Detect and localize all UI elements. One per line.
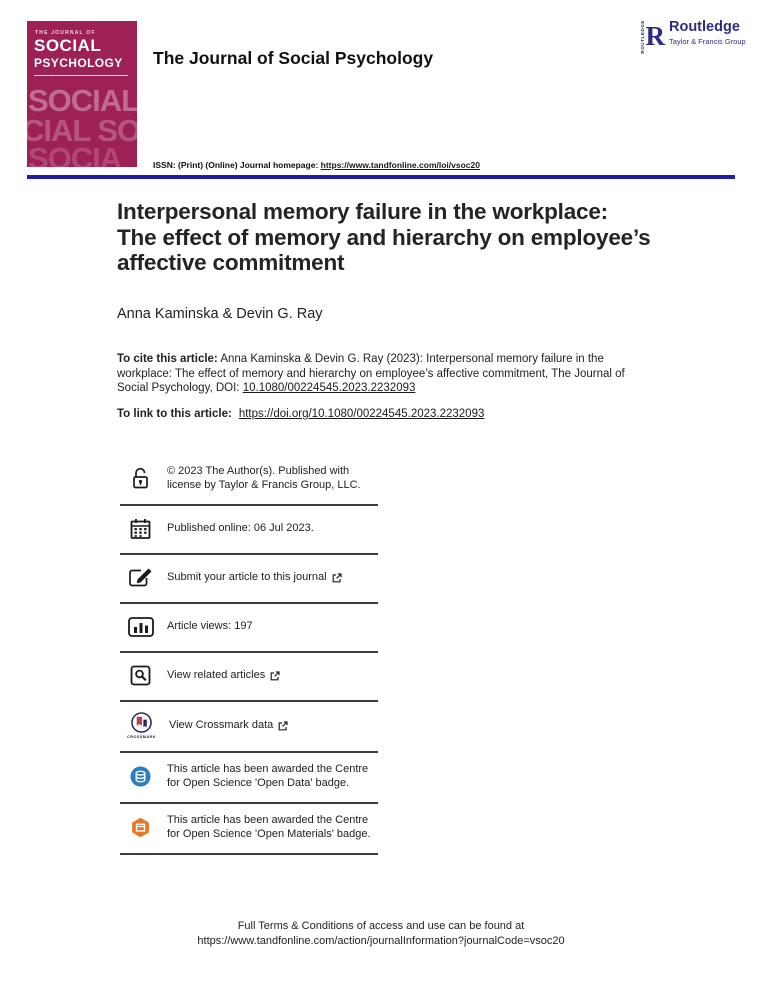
terms-url-link[interactable]: https://www.tandfonline.com/action/journalInformation?journalCode=vsoc20 xyxy=(197,934,565,947)
submit-article-row xyxy=(120,555,378,604)
crossmark-link[interactable]: View Crossmark data xyxy=(168,718,274,731)
cite-text: Anna Kaminska & Devin G. Ray (2023): Interpersonal memory failure in the workplace: The effect of memory and hierarchy on employee’s affective commitment, The Journal of Social Psychology, DOI: xyxy=(117,353,625,394)
routledge-logo-text xyxy=(669,20,746,46)
open-materials-badge-text: This article has been awarded the Centre for Open Science 'Open Materials' badge. xyxy=(167,814,371,840)
page-footer xyxy=(0,919,762,948)
related-articles-link[interactable]: View related articles xyxy=(167,668,266,681)
external-link-icon xyxy=(278,721,288,731)
cover-title-line2: PSYCHOLOGY xyxy=(34,56,123,70)
journal-cover-thumbnail xyxy=(22,21,166,176)
article-title xyxy=(117,199,677,276)
external-link-icon xyxy=(270,671,280,681)
cover-watermark: SOCIAL S xyxy=(28,83,166,118)
open-data-badge-icon xyxy=(127,766,154,787)
cover-watermark: CIAL SOC xyxy=(22,113,162,148)
crossmark-icon xyxy=(127,712,156,739)
crossmark-caption: CROSSMARK xyxy=(127,734,156,739)
terms-text: Full Terms & Conditions of access and use can be found at xyxy=(237,920,525,932)
article-title-line: The effect of memory and hierarchy on employee’s xyxy=(117,224,651,250)
cite-paragraph xyxy=(117,352,657,396)
published-online-text: Published online: 06 Jul 2023. xyxy=(167,521,314,534)
article-title-line: affective commitment xyxy=(117,250,345,275)
calendar-icon xyxy=(127,518,154,540)
article-views-text: Article views: 197 xyxy=(167,619,253,632)
license-text: © 2023 The Author(s). Published with license by Taylor & Francis Group, LLC. xyxy=(167,465,361,491)
crossmark-row xyxy=(120,702,378,753)
published-online-row xyxy=(120,506,378,555)
publisher-group: Taylor & Francis Group xyxy=(669,37,746,47)
external-link-icon xyxy=(332,573,342,583)
cite-doi-link[interactable]: 10.1080/00224545.2023.2232093 xyxy=(242,382,416,394)
article-authors: Anna Kaminska & Devin G. Ray xyxy=(117,306,323,322)
submit-article-link[interactable]: Submit your article to this journal xyxy=(167,570,327,583)
crossmark-label-wrap xyxy=(169,719,288,733)
issn-line xyxy=(153,160,480,170)
publisher-name: Routledge xyxy=(669,19,740,35)
cover-divider xyxy=(34,75,128,76)
open-materials-badge-icon xyxy=(127,817,154,838)
open-data-badge-text: This article has been awarded the Centre for Open Science 'Open Data' badge. xyxy=(167,763,369,789)
article-views-icon xyxy=(127,617,154,637)
article-doi-link[interactable]: https://doi.org/10.1080/00224545.2023.2232093 xyxy=(238,408,485,420)
license-row xyxy=(120,455,378,506)
related-articles-row xyxy=(120,653,378,702)
open-access-icon xyxy=(127,466,154,491)
cover-watermark: SOCIA xyxy=(28,141,122,176)
header-divider-rule xyxy=(27,175,735,179)
cover-kicker: THE JOURNAL OF xyxy=(35,30,96,36)
link-paragraph xyxy=(117,408,484,420)
submit-article-icon xyxy=(127,567,154,588)
submit-article-label-wrap xyxy=(167,571,342,585)
article-title-line: Interpersonal memory failure in the workplace: xyxy=(117,199,608,224)
issn-label: ISSN: (Print) (Online) Journal homepage: xyxy=(153,160,321,170)
open-data-badge-row xyxy=(120,753,378,804)
routledge-logo xyxy=(641,20,746,54)
routledge-vertical-text: ROUTLEDGE xyxy=(640,20,645,54)
open-materials-badge-row xyxy=(120,804,378,855)
link-label: To link to this article: xyxy=(117,408,232,420)
routledge-r-icon: R xyxy=(645,21,665,51)
article-views-row xyxy=(120,604,378,653)
cite-label: To cite this article: xyxy=(117,353,218,365)
journal-homepage-link[interactable]: https://www.tandfonline.com/loi/vsoc20 xyxy=(320,160,480,170)
journal-title: The Journal of Social Psychology xyxy=(153,48,434,68)
article-meta-list xyxy=(120,455,378,855)
cover-title-line1: SOCIAL xyxy=(34,36,102,55)
related-articles-label-wrap xyxy=(167,669,280,683)
related-articles-icon xyxy=(127,665,154,686)
routledge-logo-mark xyxy=(641,20,665,54)
